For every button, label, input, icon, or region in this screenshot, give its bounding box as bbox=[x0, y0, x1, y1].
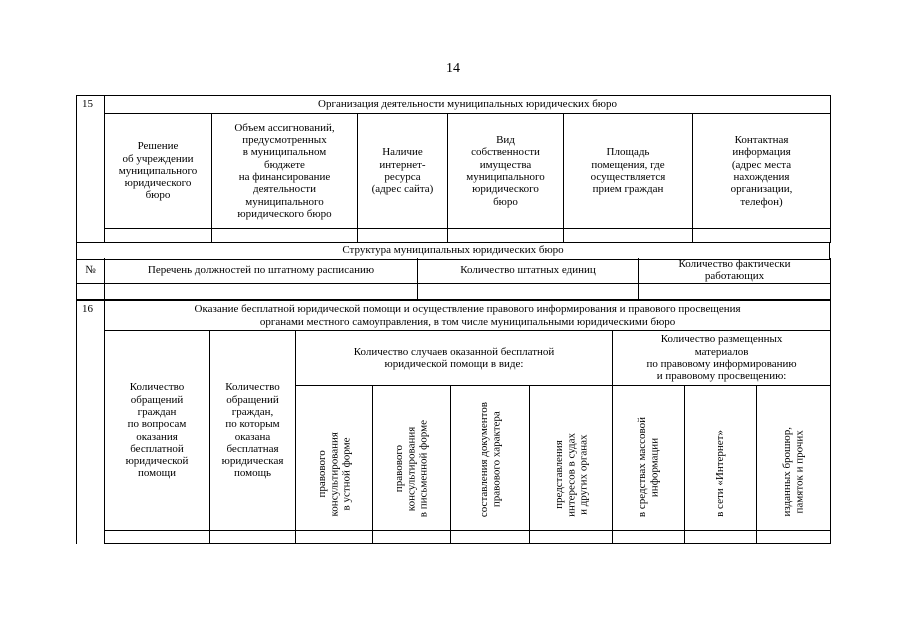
data-cell bbox=[212, 229, 358, 243]
data-cell bbox=[613, 531, 685, 544]
column-header-staff-units: Количество штатных единиц bbox=[418, 258, 639, 283]
data-cell bbox=[77, 283, 105, 299]
column-header-internet: в сети «Интернет» bbox=[714, 429, 727, 517]
data-cell bbox=[448, 229, 564, 243]
group-header-legal-aid-cases: Количество случаев оказанной бесплатной юридической помощи в виде: bbox=[296, 331, 613, 386]
structure-title-table bbox=[76, 242, 830, 260]
column-header-oral-consultation: правового консультирования в устной форме bbox=[315, 432, 353, 517]
data-cell bbox=[685, 531, 757, 544]
page-number: 14 bbox=[446, 61, 460, 76]
data-cell bbox=[693, 229, 831, 243]
section-15-table bbox=[76, 95, 831, 243]
data-cell bbox=[757, 531, 831, 544]
column-header-website: Наличие интернет- ресурса (адрес сайта) bbox=[358, 114, 448, 229]
section-15-title: Организация деятельности муниципальных юридических бюро bbox=[105, 96, 831, 114]
data-cell bbox=[105, 283, 418, 299]
column-header-legal-documents: составления документов правового характера bbox=[477, 401, 502, 517]
column-header-positions: Перечень должностей по штатному расписанию bbox=[105, 258, 418, 283]
data-cell bbox=[373, 531, 451, 544]
column-header-mass-media: в средствах массовой информации bbox=[636, 416, 661, 517]
section-16-title: Оказание бесплатной юридической помощи и осуществление правового информирования и правового просвещения органами местного самоуправления, в том числе муниципальными юридическими бюро bbox=[105, 301, 831, 331]
column-header-allocations: Объем ассигнований, предусмотренных в муниципальном бюджете на финансирование деятельности муниципального юридического бюро bbox=[212, 114, 358, 229]
column-header-requests-helped: Количество обращений граждан, по которым оказана бесплатная юридическая помощь bbox=[210, 331, 296, 531]
data-cell bbox=[210, 531, 296, 544]
column-header-contact-info: Контактная информация (адрес места нахождения организации, телефон) bbox=[693, 114, 831, 229]
data-cell bbox=[358, 229, 448, 243]
group-header-published-materials: Количество размещенных материалов по правовому информированию и правовому просвещению: bbox=[613, 331, 831, 386]
data-cell bbox=[105, 531, 210, 544]
structure-table bbox=[76, 258, 831, 300]
column-header-premises-area: Площадь помещения, где осуществляется прием граждан bbox=[564, 114, 693, 229]
data-cell bbox=[296, 531, 373, 544]
column-header-actual-workers: Количество фактически работающих bbox=[639, 258, 831, 283]
section-16-table bbox=[76, 300, 831, 544]
data-cell bbox=[418, 283, 639, 299]
data-cell bbox=[639, 283, 831, 299]
data-cell bbox=[451, 531, 530, 544]
column-header-number: № bbox=[77, 258, 105, 283]
column-header-property-type: Вид собственности имущества муниципального юридического бюро bbox=[448, 114, 564, 229]
data-cell bbox=[105, 229, 212, 243]
column-header-brochures: изданных брошюр, памяток и прочих bbox=[781, 427, 806, 517]
structure-title: Структура муниципальных юридических бюро bbox=[77, 242, 830, 259]
column-header-decision: Решение об учреждении муниципального юридического бюро bbox=[105, 114, 212, 229]
column-header-court-representation: представления интересов в судах и других органах bbox=[552, 432, 590, 517]
section-16-number: 16 bbox=[77, 301, 105, 544]
column-header-written-consultation: правового консультирования в письменной форме bbox=[393, 419, 430, 517]
section-15-number: 15 bbox=[77, 96, 105, 243]
column-header-citizen-requests: Количество обращений граждан по вопросам оказания бесплатной юридической помощи bbox=[105, 331, 210, 531]
data-cell bbox=[564, 229, 693, 243]
data-cell bbox=[530, 531, 613, 544]
